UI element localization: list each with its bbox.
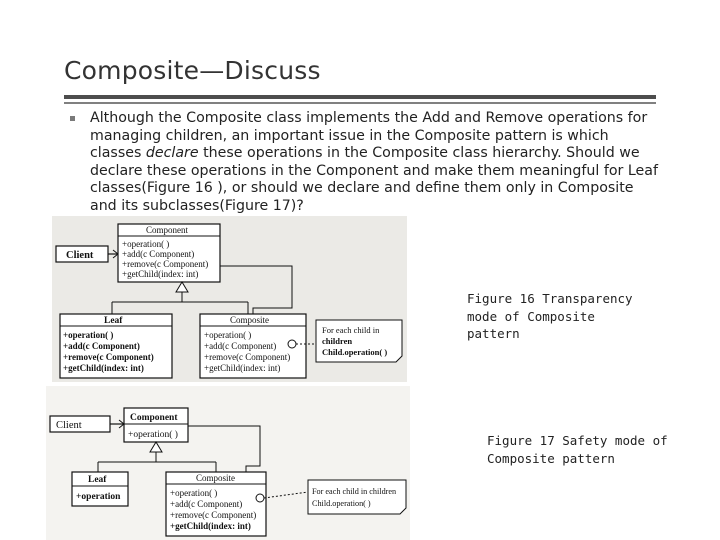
- fig16-composite-op-1: +add(c Component): [204, 341, 277, 351]
- fig16-component-op-2: +remove(c Component): [122, 259, 209, 269]
- fig17-leaf-name: Leaf: [88, 475, 107, 485]
- fig17-composite-op-3: +getChild(index: int): [170, 521, 251, 531]
- fig16-component-op-3: +getChild(index: int): [122, 269, 199, 279]
- fig16-composite-op-2: +remove(c Component): [204, 352, 291, 362]
- figure17-uml-image: [46, 386, 410, 540]
- fig16-client-label: Client: [66, 250, 94, 261]
- fig16-composite-name: Composite: [230, 315, 270, 325]
- slide-title: Composite—Discuss: [64, 56, 321, 85]
- fig16-leaf-op-3: +getChild(index: int): [63, 363, 144, 373]
- fig16-component-name: Component: [146, 225, 188, 235]
- bullet-text-part2: these operations in the Composite class hierarchy. Should we declare these operations in the Component and make them meaningful for Leaf classes(Figure 16 ), or should we declare and define them only in Composite and its subclasses(Figure 17)?: [90, 145, 658, 214]
- bullet-square-icon: [70, 116, 75, 121]
- fig16-composite-op-3: +getChild(index: int): [204, 363, 281, 373]
- fig17-composite-op-2: +remove(c Component): [170, 510, 257, 520]
- bullet-paragraph: [90, 110, 660, 216]
- fig16-composite-op-0: +operation( ): [204, 330, 252, 340]
- figure16-uml-image: [52, 216, 407, 382]
- fig17-component-name: Component: [130, 413, 178, 423]
- fig16-leaf-op-2: +remove(c Component): [63, 352, 154, 362]
- fig17-composite-name: Composite: [196, 473, 236, 483]
- title-divider-thin: [64, 102, 656, 104]
- bullet-text-emphasis: declare: [145, 145, 199, 162]
- fig17-component-op-0: +operation( ): [128, 430, 178, 440]
- fig17-note-line-1: Child.operation( ): [312, 499, 371, 508]
- fig17-note-box: [308, 480, 406, 514]
- fig16-component-op-0: +operation( ): [122, 239, 170, 249]
- fig16-leaf-name: Leaf: [104, 316, 123, 326]
- fig17-leaf-op-0: +operation: [76, 492, 121, 502]
- fig16-component-op-1: +add(c Component): [122, 249, 195, 259]
- figure17-caption: Figure 17 Safety mode of Composite pattern: [487, 433, 668, 466]
- fig16-inheritance-triangle: [176, 282, 188, 292]
- fig16-note-line-2: Child.operation( ): [322, 347, 388, 357]
- fig16-note-line-0: For each child in: [322, 325, 380, 335]
- fig17-composite-op-0: +operation( ): [170, 488, 218, 498]
- fig16-leaf-op-1: +add(c Component): [63, 341, 140, 351]
- bullet-text-part1: Although the Composite class implements the Add and Remove operations for managing children, an important issue in the Composite pattern is which classes: [90, 110, 648, 162]
- fig17-client-label: Client: [56, 420, 82, 431]
- fig17-inheritance-triangle: [150, 442, 162, 452]
- fig16-leaf-op-0: +operation( ): [63, 330, 114, 340]
- fig16-note-line-1: children: [322, 336, 353, 346]
- fig17-note-line-0: For each child in children: [312, 487, 397, 496]
- figure16-caption: Figure 16 Transparency mode of Composite pattern: [467, 291, 633, 341]
- title-divider-thick: [64, 95, 656, 99]
- fig17-composite-op-1: +add(c Component): [170, 499, 243, 509]
